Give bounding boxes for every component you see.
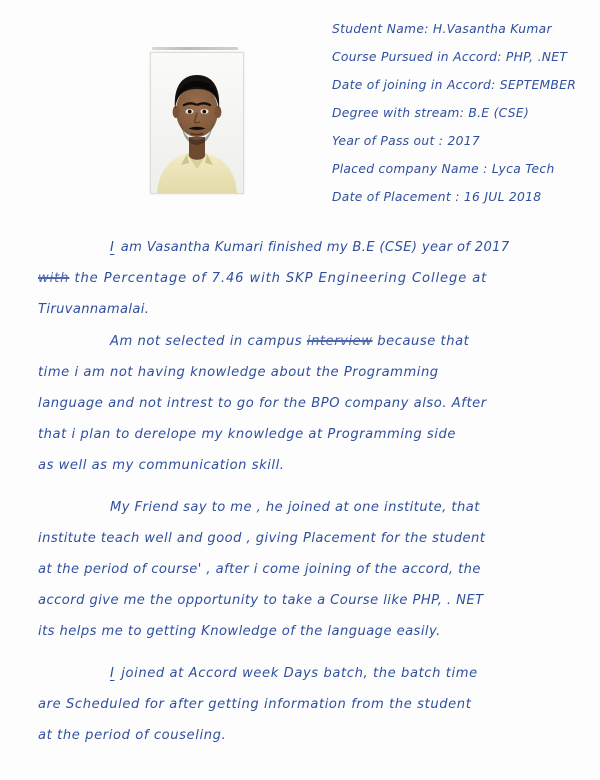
paragraph-line [38, 697, 578, 728]
paragraph-line-text: that i plan to derelope my knowledge at Programming side [38, 427, 456, 442]
field-student-name [332, 22, 594, 50]
paragraph-line [38, 271, 578, 302]
paragraph-line-text: Tiruvannamalai. [38, 302, 150, 317]
paragraph-line [38, 334, 578, 365]
paragraph-line [38, 427, 578, 458]
field-label: Placed company Name : [332, 162, 488, 176]
paragraph-1 [38, 240, 578, 333]
paragraph-lead-capital: I [110, 240, 115, 255]
paragraph-lead-capital: I [110, 666, 115, 681]
paragraph-line [38, 728, 578, 759]
field-value: B.E (CSE) [468, 106, 530, 120]
field-course-pursued [332, 50, 594, 78]
field-value: H.Vasantha Kumar [432, 22, 552, 36]
paragraph-2 [38, 334, 578, 489]
paragraph-line [38, 302, 578, 333]
field-label: Course Pursued in Accord: [332, 50, 502, 64]
header-field-list [332, 22, 594, 218]
field-label: Date of joining in Accord: [332, 78, 496, 92]
field-label: Year of Pass out : [332, 134, 444, 148]
field-value: Lyca Tech [491, 162, 555, 176]
paragraph-line-text: its helps me to getting Knowledge of the language easily. [38, 624, 441, 639]
paragraph-line [38, 666, 578, 697]
paragraph-line [38, 365, 578, 396]
paragraph-line [38, 458, 578, 489]
paragraph-3 [38, 500, 578, 655]
field-date-of-joining [332, 78, 594, 106]
field-value: PHP, .NET [505, 50, 568, 64]
paragraph-4 [38, 666, 578, 759]
photo-top-rule [152, 47, 238, 50]
paragraph-line-text: at the period of course' , after i come joining of the accord, the [38, 562, 481, 577]
paragraph-line [38, 240, 578, 271]
paragraph-line [38, 396, 578, 427]
paragraph-line-text: joined at Accord week Days batch, the batch time [121, 666, 478, 681]
field-label: Student Name: [332, 22, 429, 36]
field-value: 16 JUL 2018 [463, 190, 542, 204]
paragraph-line-text: accord give me the opportunity to take a Course like PHP, . NET [38, 593, 484, 608]
student-passport-photo [150, 52, 244, 194]
paragraph-line-text: language and not intrest to go for the BPO company also. After [38, 396, 487, 411]
struck-through-word: interview [306, 334, 373, 349]
field-placed-company [332, 162, 594, 190]
field-degree-stream [332, 106, 594, 134]
paragraph-line [38, 593, 578, 624]
paragraph-line-text: with the Percentage of 7.46 with SKP Engineering College at [38, 271, 488, 286]
paragraph-line [38, 500, 578, 531]
field-label: Date of Placement : [332, 190, 460, 204]
field-date-of-placement [332, 190, 594, 218]
paragraph-line-text: at the period of couseling. [38, 728, 227, 743]
paragraph-line-text: time i am not having knowledge about the Programming [38, 365, 439, 380]
field-value: 2017 [447, 134, 480, 148]
photo-portrait-graphic [151, 53, 243, 193]
paragraph-line-text: My Friend say to me , he joined at one institute, that [110, 500, 480, 515]
paragraph-line-text: Am not selected in campus interview because that [110, 334, 470, 349]
paragraph-line-text: are Scheduled for after getting information from the student [38, 697, 472, 712]
field-value: SEPTEMBER [499, 78, 577, 92]
struck-through-word: with [38, 271, 70, 286]
paragraph-line [38, 624, 578, 655]
paragraph-line [38, 531, 578, 562]
field-year-of-passout [332, 134, 594, 162]
paragraph-line-text: am Vasantha Kumari finished my B.E (CSE) year of 2017 [120, 240, 510, 255]
field-label: Degree with stream: [332, 106, 465, 120]
paragraph-line [38, 562, 578, 593]
paragraph-line-text: as well as my communication skill. [38, 458, 285, 473]
paragraph-line-text: institute teach well and good , giving Placement for the student [38, 531, 486, 546]
